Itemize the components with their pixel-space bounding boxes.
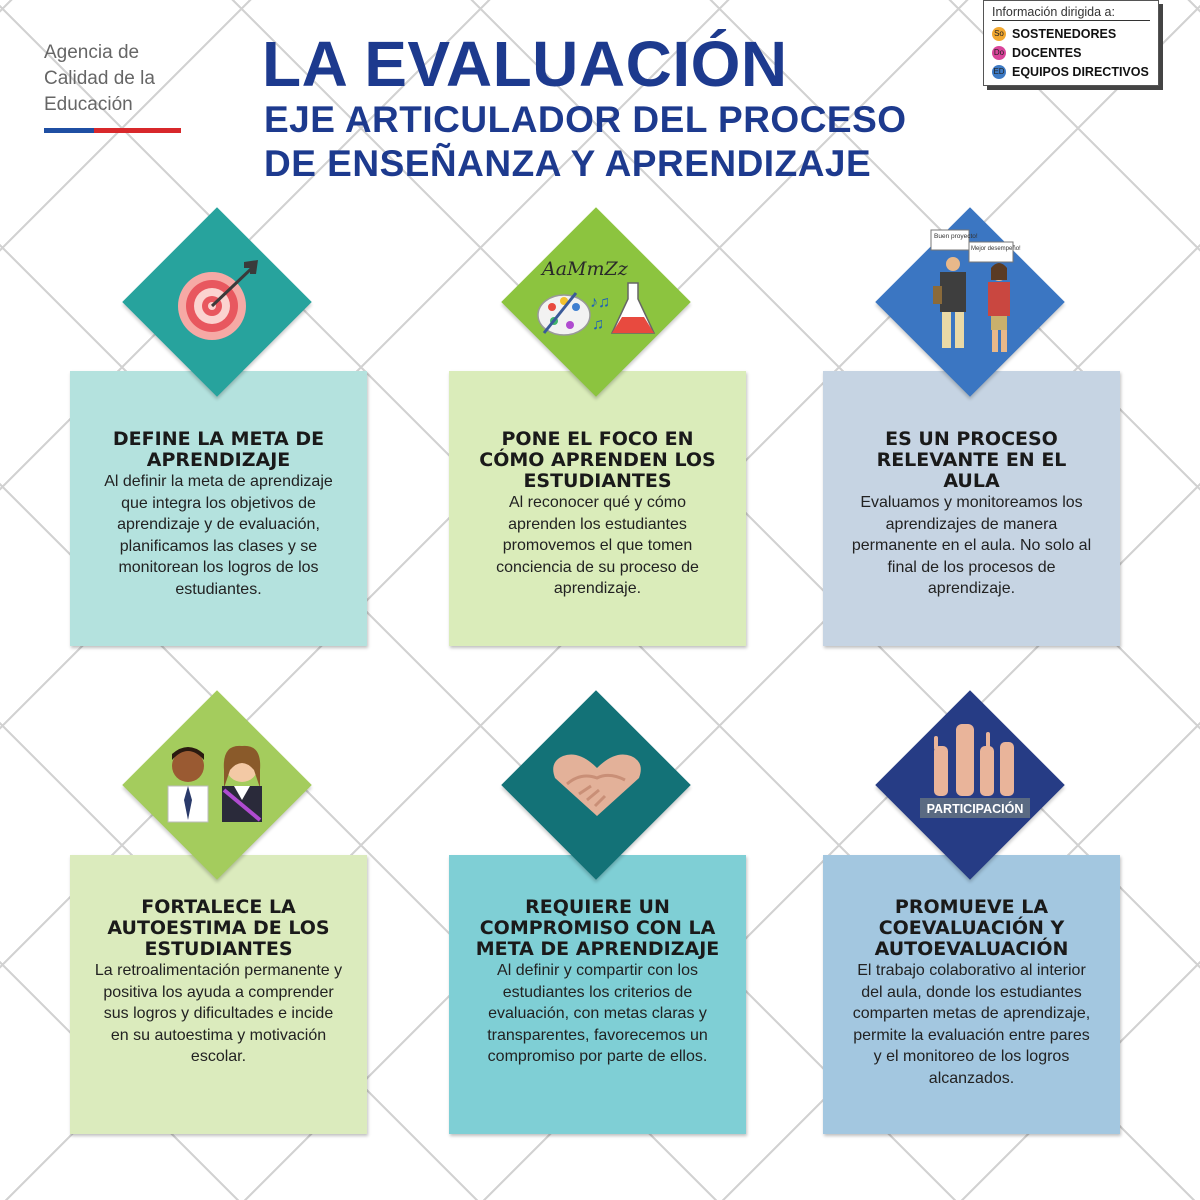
logo-flag-stripe [44,128,181,133]
art-science-icon [530,255,665,347]
card-body: El trabajo colaborativo al interior del aula, donde los estudiantes comparten metas de aprendizaje, permite la evaluación entre pares y el monitoreo de los logros alcanzados. [852,962,1091,1087]
logo-line-3: Educación [44,94,133,115]
logo-line-1: Agencia de [44,42,140,63]
audience-label: EQUIPOS DIRECTIVOS [1012,64,1149,79]
audience-item [992,43,1150,62]
svg-text:♪♫: ♪♫ [590,294,610,311]
card-compromiso [449,855,746,1134]
students-icon [160,740,270,826]
card-title: PROMUEVE LA COEVALUACIÓN Y AUTOEVALUACIÓN [874,896,1069,960]
card-title: REQUIERE UN COMPROMISO CON LA META DE APRENDIZAJE [475,896,720,960]
card-title: PONE EL FOCO EN CÓMO APRENDEN LOS ESTUDIANTES [479,428,716,492]
title-subtitle-2: DE ENSEÑANZA Y APRENDIZAJE [264,143,872,184]
raised-hands-icon [920,716,1030,826]
card-body: Al definir y compartir con los estudiantes los criterios de evaluación, con metas claras y transparentes, favorecemos un compromiso por parte de ellos. [487,962,708,1065]
logo-line-2: Calidad de la [44,68,155,89]
agency-logo [44,40,184,133]
alphabet-text: AaMmZz [542,258,628,280]
teachers-icon [925,228,1025,358]
card-body: Al definir la meta de aprendizaje que integra los objetivos de aprendizaje y de evaluación, planificamos las clases y se monitorean los logros de los estudiantes. [104,473,333,598]
audience-label: DOCENTES [1012,45,1082,60]
audience-heading: Información dirigida a: [992,5,1150,21]
card-body: Evaluamos y monitoreamos los aprendizajes de manera permanente en el aula. No solo al final de los procesos de aprendizaje. [851,494,1092,597]
audience-label: SOSTENEDORES [1012,26,1117,41]
card-body: La retroalimentación permanente y positiva los ayuda a comprender sus logros y dificultades e incide en su autoestima y motivación escolar. [94,962,343,1065]
card-title: DEFINE LA META DE APRENDIZAJE [112,428,325,471]
card-autoestima [70,855,367,1134]
page-title [262,30,907,186]
svg-text:Buen proyecto!: Buen proyecto! [934,233,978,240]
card-foco [449,371,746,646]
card-body: Al reconocer qué y cómo aprenden los estudiantes promovemos el que tomen conciencia de su proceso de aprendizaje. [496,494,699,597]
audience-item [992,24,1150,43]
audience-item [992,62,1150,81]
handshake-icon [545,750,650,820]
equipos-directivos-badge: ED [992,65,1006,79]
title-main: LA EVALUACIÓN [262,28,788,100]
audience-box [983,0,1159,86]
target-icon [172,258,262,346]
card-title: ES UN PROCESO RELEVANTE EN EL AULA [876,428,1067,492]
card-title: FORTALECE LA AUTOESTIMA DE LOS ESTUDIANTES [107,896,330,960]
card-define-meta [70,371,367,646]
docentes-badge: Do [992,46,1006,60]
svg-text:Mejor desempeño!: Mejor desempeño! [971,246,1021,252]
sostenedores-badge: So [992,27,1006,41]
title-subtitle-1: EJE ARTICULADOR DEL PROCESO [264,99,907,140]
card-proceso-aula [823,371,1120,646]
svg-text:♫: ♫ [592,316,604,333]
participacion-label: PARTICIPACIÓN [926,802,1024,816]
card-coevaluacion [823,855,1120,1134]
